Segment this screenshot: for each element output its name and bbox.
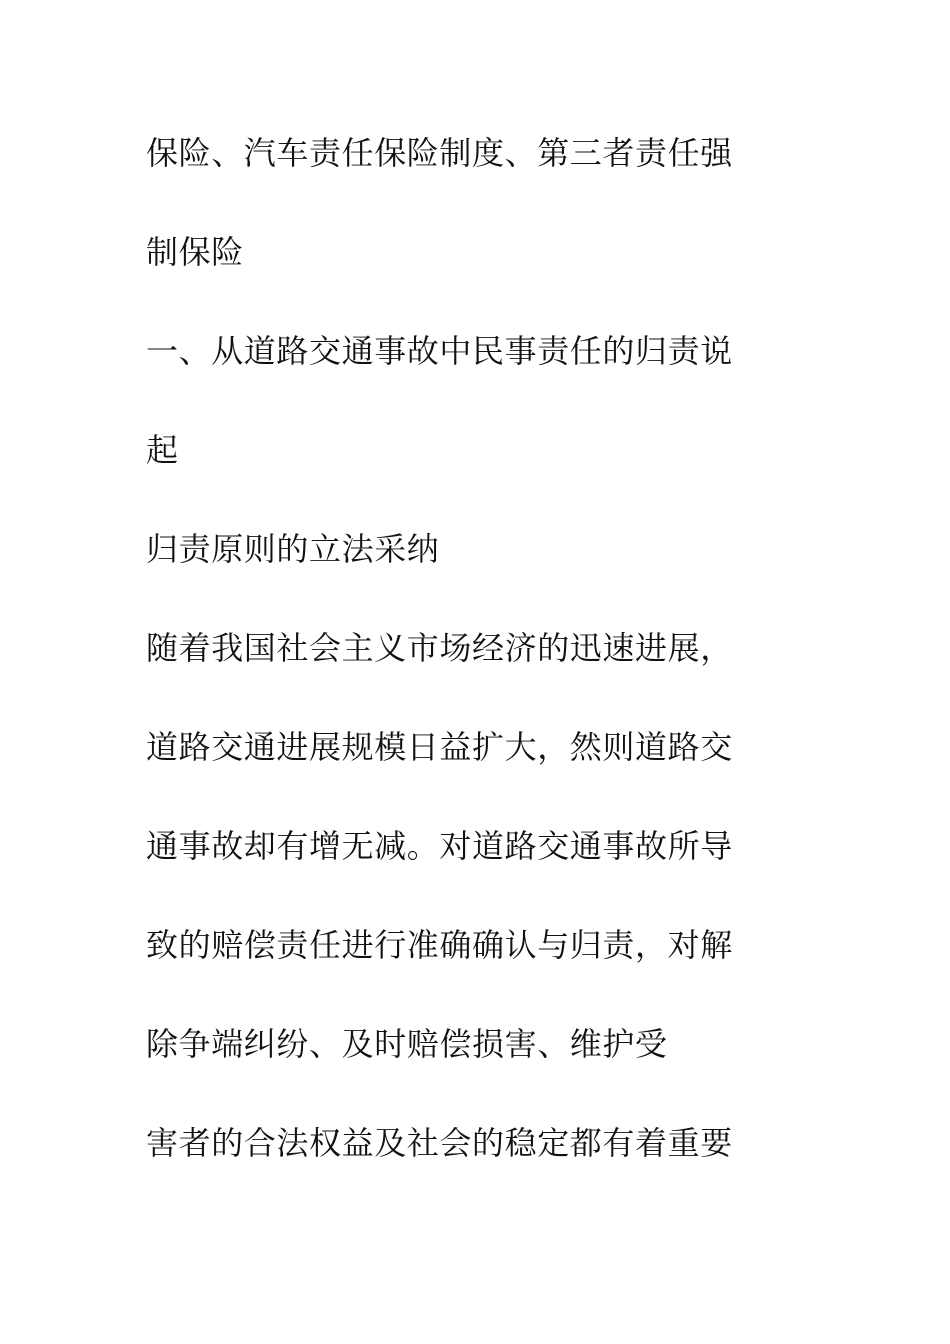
text-line: 除争端纠纷、及时赔偿损害、维护受	[146, 1025, 668, 1063]
text-line: 随着我国社会主义市场经济的迅速进展，	[146, 629, 733, 667]
text-line: 归责原则的立法采纳	[146, 530, 440, 568]
text-line: 起	[146, 431, 179, 469]
text-line: 保险、汽车责任保险制度、第三者责任强	[146, 134, 733, 172]
text-line: 一、从道路交通事故中民事责任的归责说	[146, 332, 733, 370]
text-line: 通事故却有增无减。对道路交通事故所导	[146, 827, 733, 865]
text-line: 道路交通进展规模日益扩大，然则道路交	[146, 728, 733, 766]
text-line: 害者的合法权益及社会的稳定都有着重要	[146, 1124, 733, 1162]
text-line: 致的赔偿责任进行准确确认与归责，对解	[146, 926, 733, 964]
text-line: 制保险	[146, 233, 244, 271]
